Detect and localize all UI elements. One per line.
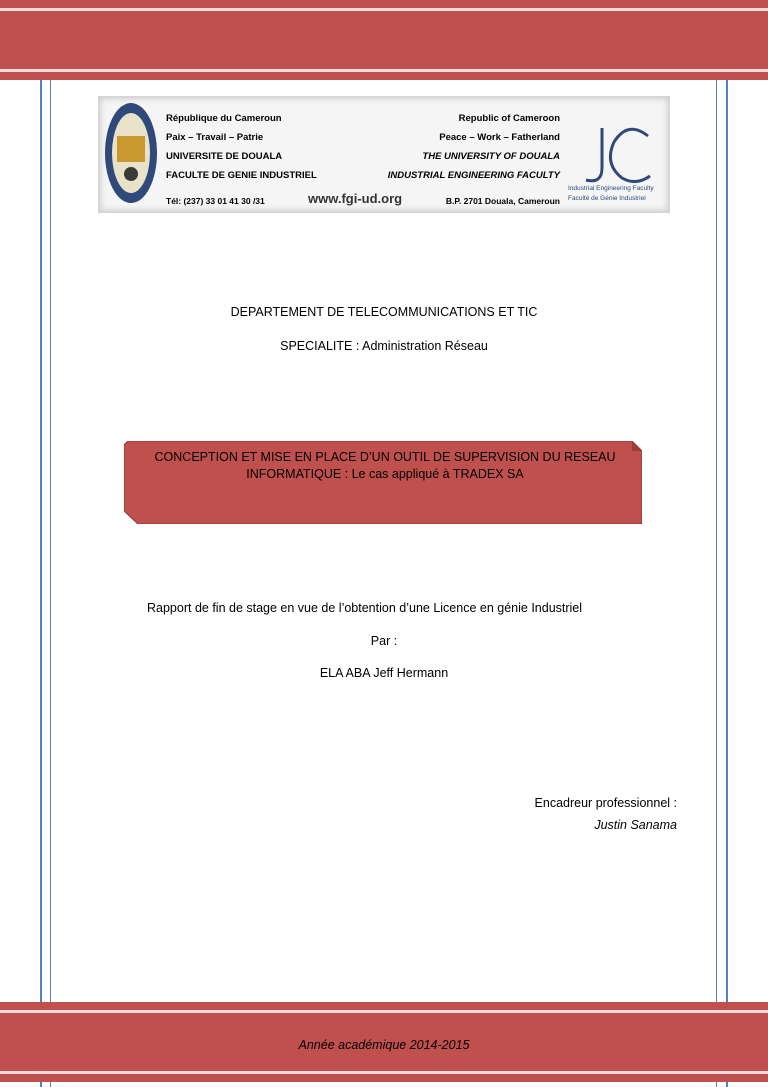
university-seal-icon [104, 102, 158, 204]
supervisor-name: Justin Sanama [594, 818, 677, 832]
letterhead-left-line: République du Cameroun [166, 113, 282, 124]
letterhead-phone: Tél: (237) 33 01 41 30 /31 [166, 196, 265, 206]
supervisor-label: Encadreur professionnel : [534, 796, 677, 810]
report-title-line: CONCEPTION ET MISE EN PLACE D’UN OUTIL DE SUPERVISION DU RESEAU [154, 450, 616, 464]
department-line: DEPARTEMENT DE TELECOMMUNICATIONS ET TIC [230, 305, 538, 319]
letterhead-address: B.P. 2701 Douala, Cameroun [445, 196, 560, 206]
report-title [140, 449, 630, 483]
header-band [0, 0, 768, 80]
report-title-line: INFORMATIQUE : Le cas appliqué à TRADEX SA [246, 467, 524, 481]
faculty-logo-icon [564, 106, 664, 204]
letterhead-left-line: UNIVERSITE DE DOUALA [166, 151, 283, 162]
author-name: ELA ABA Jeff Hermann [319, 666, 449, 680]
letterhead-left-line: Paix – Travail – Patrie [166, 132, 264, 143]
letterhead-website: www.fgi-ud.org [308, 191, 403, 206]
page-border-right-outer [726, 0, 728, 1087]
letterhead-right-line: INDUSTRIAL ENGINEERING FACULTY [387, 170, 560, 181]
svg-text:Industrial Engineering Faculty: Industrial Engineering Faculty [568, 185, 654, 192]
svg-text:Faculté de Génie Industriel: Faculté de Génie Industriel [568, 195, 646, 202]
academic-year: Année académique 2014-2015 [298, 1038, 470, 1052]
letterhead-left-line: FACULTE DE GENIE INDUSTRIEL [166, 170, 317, 181]
specialty-line: SPECIALITE : Administration Réseau [280, 339, 488, 353]
page-border-right [716, 0, 717, 1087]
page-border-left [40, 0, 42, 1087]
report-purpose: Rapport de fin de stage en vue de l’obtention d’une Licence en génie Industriel [147, 601, 583, 615]
footer-band [0, 1002, 768, 1082]
page-border-left-inner [50, 0, 51, 1087]
letterhead-right-line: Peace – Work – Fatherland [439, 132, 560, 143]
university-letterhead [98, 96, 670, 213]
by-label: Par : [370, 634, 398, 648]
letterhead-right-line: Republic of Cameroon [458, 113, 560, 124]
letterhead-right-line: THE UNIVERSITY OF DOUALA [422, 151, 560, 162]
